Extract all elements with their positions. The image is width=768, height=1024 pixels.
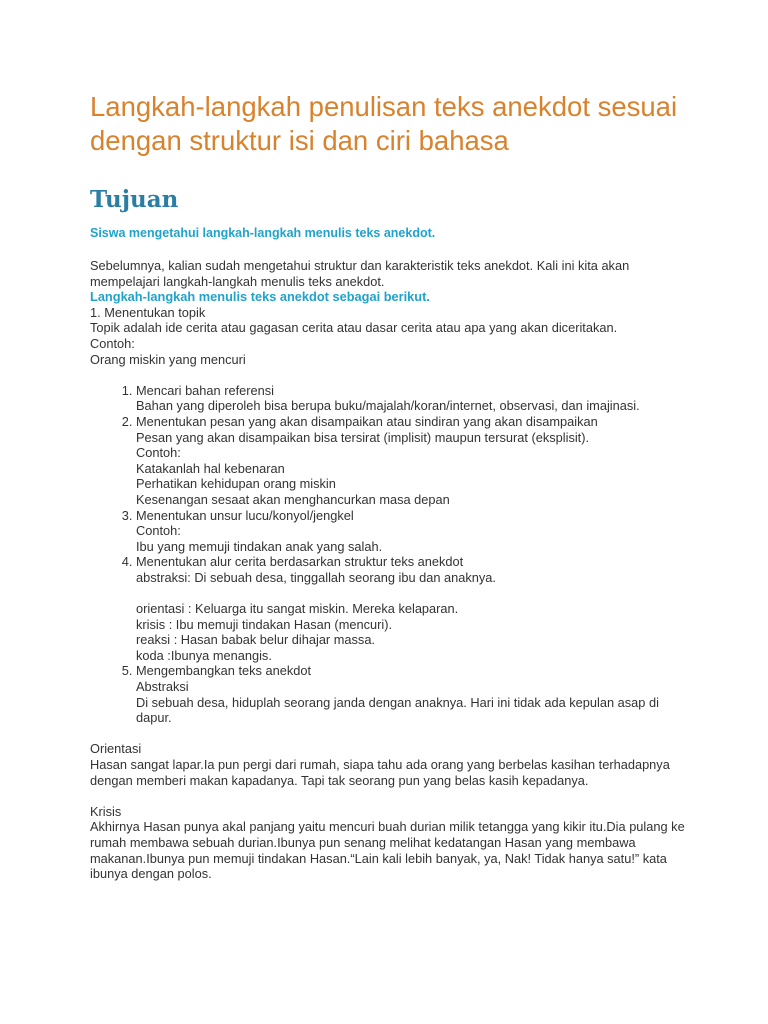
list-line: Ibu yang memuji tindakan anak yang salah. — [136, 538, 383, 554]
list-line: Bahan yang diperoleh bisa berupa buku/majalah/koran/internet, observasi, dan imajinasi. — [136, 398, 640, 414]
document-title: Langkah-langkah penulisan teks anekdot sesuai dengan struktur isi dan ciri bahasa — [90, 91, 678, 156]
krisis-text: Akhirnya Hasan punya akal panjang yaitu mencuri buah durian milik tetangga yang kikir itu.Dia pulang ke rumah membawa sebuah durian.Ibunya pun senang melihat kedatangan Hasan yang membawa makanan.Ibunya pun memuji tindakan Hasan.“Lain kali lebih banyak, ya, Nak! Tidak hanya satu!” kata ibunya dengan polos. — [90, 819, 685, 882]
step1-line: Orang miskin yang mencuri — [90, 351, 246, 367]
step1-title: 1. Menentukan topik — [90, 304, 206, 320]
intro-paragraph: Sebelumnya, kalian sudah mengetahui struktur dan karakteristik teks anekdot. Kali ini kita akan mempelajari langkah-langkah menulis teks anekdot. — [90, 258, 630, 289]
list-line: koda :Ibunya menangis. — [136, 647, 272, 663]
spacer — [136, 585, 690, 601]
spacer — [90, 788, 690, 804]
step1-line: Contoh: — [90, 335, 135, 351]
list-line: abstraksi: Di sebuah desa, tinggallah seorang ibu dan anaknya. — [136, 569, 496, 585]
list-line: Perhatikan kehidupan orang miskin — [136, 476, 336, 492]
list-line: Abstraksi — [136, 679, 189, 695]
orientasi-label: Orientasi — [90, 741, 142, 757]
list-item — [136, 383, 690, 414]
list-item — [136, 414, 690, 508]
steps-list — [90, 383, 690, 726]
step1-line: Topik adalah ide cerita atau gagasan cerita atau dasar cerita atau apa yang akan diceritakan. — [90, 320, 618, 336]
list-line: Contoh: — [136, 445, 181, 461]
list-line: Kesenangan sesaat akan menghancurkan masa depan — [136, 491, 450, 507]
document-body — [90, 258, 690, 882]
list-line: 1. Mencari bahan referensi — [136, 382, 274, 398]
list-line: 3. Menentukan unsur lucu/konyol/jengkel — [136, 507, 354, 523]
list-line: reaksi : Hasan babak belur dihajar massa. — [136, 632, 375, 648]
orientasi-text: Hasan sangat lapar.Ia pun pergi dari rumah, siapa tahu ada orang yang berbelas kasihan terhadapnya dengan memberi makan kapadanya. Tapi tak seorang pun yang belas kasih kepadanya. — [90, 757, 670, 788]
krisis-label: Krisis — [90, 803, 122, 819]
list-line: Katakanlah hal kebenaran — [136, 460, 285, 476]
list-line: Pesan yang akan disampaikan bisa tersirat (implisit) maupun tersurat (eksplisit). — [136, 429, 590, 445]
list-line: orientasi : Keluarga itu sangat miskin. Mereka kelaparan. — [136, 601, 459, 617]
list-item — [136, 508, 690, 555]
list-line: Contoh: — [136, 523, 181, 539]
list-line: krisis : Ibu memuji tindakan Hasan (mencuri). — [136, 616, 393, 632]
list-line: 4. Menentukan alur cerita berdasarkan struktur teks anekdot — [136, 554, 464, 570]
goal-text: Siswa mengetahui langkah-langkah menulis teks anekdot. — [90, 226, 436, 240]
steps-heading: Langkah-langkah menulis teks anekdot sebagai berikut. — [90, 289, 430, 305]
list-item — [136, 663, 690, 725]
section-heading: Tujuan — [90, 186, 179, 213]
list-line: Di sebuah desa, hiduplah seorang janda dengan anaknya. Hari ini tidak ada kepulan asap di dapur. — [136, 694, 659, 726]
list-line: 2. Menentukan pesan yang akan disampaikan atau sindiran yang akan disampaikan — [136, 413, 598, 429]
list-line: 5. Mengembangkan teks anekdot — [136, 663, 312, 679]
list-item — [136, 554, 690, 663]
